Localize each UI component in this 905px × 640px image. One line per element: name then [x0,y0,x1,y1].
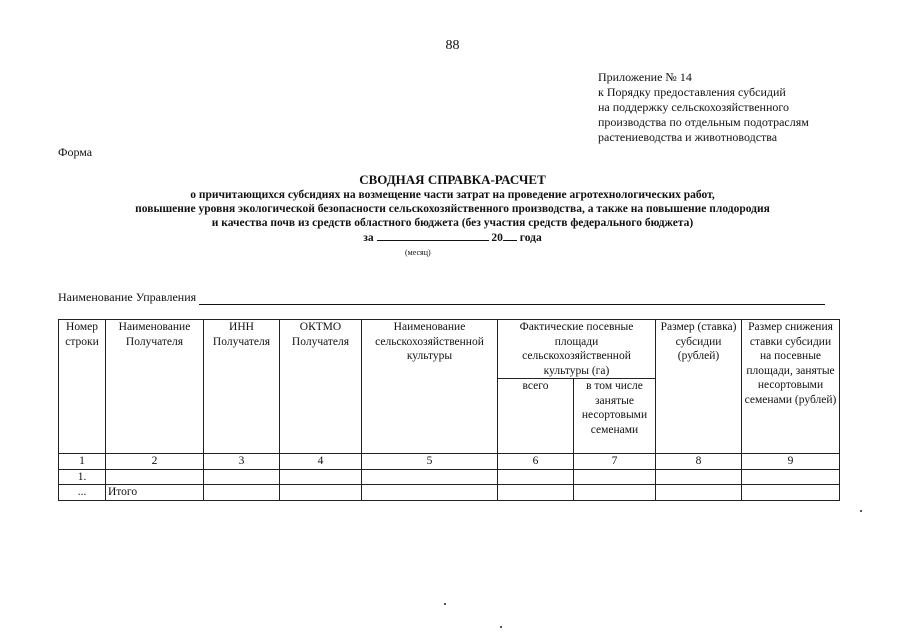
table-cell[interactable] [742,469,840,485]
document-title: СВОДНАЯ СПРАВКА-РАСЧЕТ [359,172,546,187]
scan-speck [500,626,502,628]
header-recipient-name: Наименование Получателя [106,320,204,454]
page-number: 88 [445,38,460,53]
header-oktmo: ОКТМО Получателя [280,320,362,454]
management-label: Наименование Управления [58,290,197,304]
year-blank-field[interactable] [503,230,517,241]
column-number: 1 [59,454,106,470]
management-blank-line[interactable] [199,292,825,305]
table-cell[interactable] [204,485,280,501]
table-cell[interactable]: 1. [59,469,106,485]
header-areas-non-variety: в том числе занятые несортовыми семенами [574,379,656,454]
summary-table [58,319,840,501]
column-number: 3 [204,454,280,470]
table-cell[interactable] [362,469,498,485]
table-row [59,485,840,501]
column-number: 7 [574,454,656,470]
title-line: о причитающихся субсидиях на возмещение части затрат на проведение агротехнологических работ, [190,189,715,201]
appendix-line: производства по отдельным подотраслям [598,115,809,129]
appendix-line: растениеводства и животноводства [598,130,778,144]
header-inn: ИНН Получателя [204,320,280,454]
table-row [59,469,840,485]
document-title-block [0,172,905,245]
table-cell[interactable] [656,485,742,501]
table-cell[interactable] [498,469,574,485]
column-number: 9 [742,454,840,470]
header-reduced-rate: Размер снижения ставки субсидии на посевные площади, занятые несортовыми семенами (рублей) [742,320,840,454]
table-cell[interactable] [656,469,742,485]
table-cell[interactable] [280,469,362,485]
header-crop-name: Наименование сельскохозяйственной культуры [362,320,498,454]
period-line [0,230,905,245]
title-line: повышение уровня экологической безопасности сельскохозяйственного производства, а также на повышение плодородия [135,203,770,215]
period-prefix: за [363,232,374,244]
table-cell[interactable] [362,485,498,501]
title-line: и качества почв из средств областного бюджета (без участия средств федерального бюджета) [211,217,694,229]
table-cell[interactable] [574,485,656,501]
table-cell[interactable] [498,485,574,501]
column-number-row [59,454,840,470]
column-number: 2 [106,454,204,470]
column-number: 4 [280,454,362,470]
table-cell[interactable] [574,469,656,485]
header-areas-group: Фактические посевные площади сельскохозяйственной культуры (га) [498,320,656,379]
table-cell[interactable] [280,485,362,501]
header-areas-total: всего [498,379,574,454]
appendix-line: Приложение № 14 [598,70,692,84]
appendix-block [598,70,898,145]
header-row-number: Номер строки [59,320,106,454]
management-field [58,290,825,305]
column-number: 5 [362,454,498,470]
scan-speck [444,603,446,605]
column-number: 6 [498,454,574,470]
year-prefix: 20 [491,232,503,244]
header-row [59,320,840,379]
table-cell-total[interactable]: Итого [106,485,204,501]
month-note: (месяц) [405,248,431,257]
appendix-line: на поддержку сельскохозяйственного [598,100,790,114]
scan-speck [860,510,862,512]
form-label: Форма [58,145,93,159]
table-cell[interactable] [106,469,204,485]
period-suffix: года [519,232,542,244]
month-blank-field[interactable] [377,230,489,241]
header-rate: Размер (ставка) субсидии (рублей) [656,320,742,454]
column-number: 8 [656,454,742,470]
table-cell[interactable] [204,469,280,485]
table-cell[interactable]: ... [59,485,106,501]
appendix-line: к Порядку предоставления субсидий [598,85,786,99]
table-cell[interactable] [742,485,840,501]
